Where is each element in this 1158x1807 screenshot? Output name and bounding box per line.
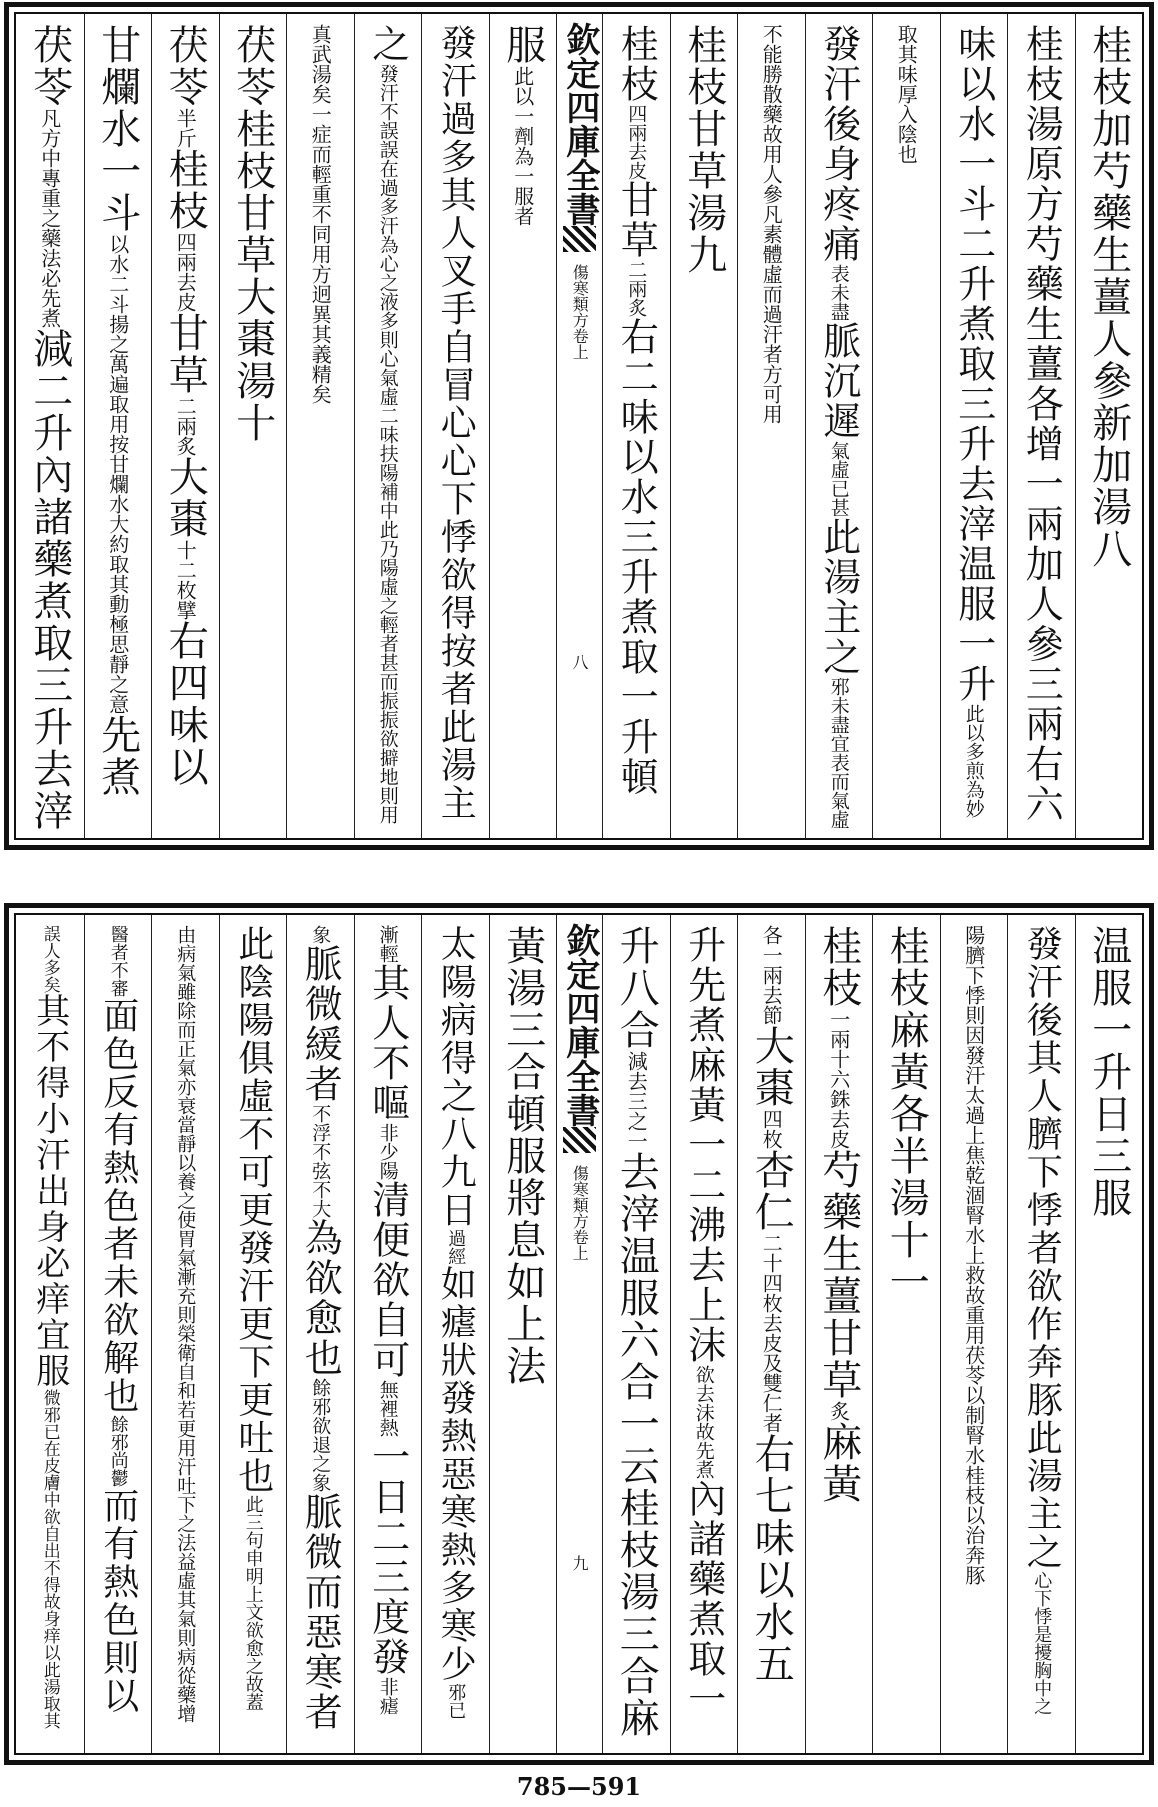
- bottom_page-column: [602, 915, 670, 1753]
- vertical-text-line: [681, 925, 726, 1719]
- vertical-text-line: [229, 24, 276, 444]
- commentary-note: 欲去沫故先煮: [692, 1365, 715, 1479]
- vertical-text-line: [232, 925, 274, 1711]
- vertical-text-line: [162, 24, 209, 788]
- top_page-column: [805, 14, 873, 838]
- top_page-column: [84, 14, 152, 838]
- top-page-columns: [16, 14, 1142, 838]
- bottom_page-column: [84, 915, 152, 1753]
- main-text: 右二味以水三升煮取一升頓: [614, 317, 659, 797]
- vertical-text-line: [816, 24, 861, 829]
- commentary-note: 邪已: [445, 1683, 467, 1719]
- top_page-column: [16, 14, 84, 838]
- gutter-title: 欽定四庫全書: [559, 22, 600, 226]
- commentary-note: 非少陽: [376, 1123, 399, 1180]
- vertical-text-line: [886, 24, 926, 164]
- commentary-note: 炙: [826, 1401, 851, 1421]
- bottom_page-column: [737, 915, 805, 1753]
- main-text: 桂枝麻黃各半湯十一: [883, 925, 930, 1303]
- commentary-note: 此以一劑為一服者: [510, 66, 535, 226]
- vertical-text-line: [680, 24, 727, 276]
- bottom_page-column: [219, 915, 287, 1753]
- main-text: 如瘧狀發熱惡寒熱多寒少: [435, 1265, 477, 1683]
- commentary-note: 此以多煎為妙: [962, 704, 985, 818]
- gutter-title: 欽定四庫全書: [559, 923, 600, 1127]
- main-text: 茯苓: [162, 24, 209, 108]
- bottom_page-column: [940, 915, 1008, 1753]
- vertical-text-line: [365, 24, 410, 824]
- vertical-text-line: [748, 925, 795, 1685]
- main-text: 內諸藥煮取一: [681, 1479, 726, 1719]
- gutter-page-number: 九: [570, 1555, 589, 1571]
- bottom-page: [4, 903, 1154, 1765]
- vertical-text-line: [97, 925, 139, 1715]
- commentary-note: 四枚: [759, 1109, 784, 1149]
- main-text: 甘草: [162, 312, 209, 396]
- main-text: 茯苓桂枝甘草大棗湯十: [229, 24, 276, 444]
- vertical-text-line: [1019, 24, 1064, 824]
- main-text: 脈沉遲: [816, 321, 861, 441]
- commentary-note: 心下悸是擾胸中之: [1031, 1571, 1053, 1715]
- main-text: 升先煮麻黃一二沸去上沫: [681, 925, 726, 1365]
- commentary-note: 由病氣雖除而正氣亦衰當靜以養之使胃氣漸充則榮衛自和若更用汗吐下之法益虛其氣則病從藥增: [174, 925, 197, 1723]
- main-text: 其人不嘔: [365, 963, 410, 1123]
- main-text: 芍藥: [815, 1149, 862, 1233]
- bottom_page-gutter: [556, 915, 602, 1753]
- main-text: 發汗過多其人叉手自冒心心下悸欲得按者此湯主: [435, 24, 477, 822]
- top_page-column: [286, 14, 354, 838]
- top_page-column: [354, 14, 422, 838]
- main-text: 之: [365, 24, 410, 64]
- main-text: 麻黃: [815, 1421, 862, 1505]
- main-text: 一日二三度發: [365, 1437, 410, 1677]
- main-text: 右四味以: [162, 620, 209, 788]
- top_page-column: [940, 14, 1008, 838]
- main-text: 茯苓: [26, 24, 73, 108]
- vertical-text-line: [499, 24, 546, 226]
- vertical-text-line: [300, 24, 340, 404]
- gutter-book-title: 傷寒類方卷上: [570, 264, 590, 360]
- bottom_page-column: [1075, 915, 1143, 1753]
- main-text: 清便欲自可: [365, 1180, 410, 1380]
- main-text: 太陽病得之八九日: [435, 925, 477, 1229]
- main-text: 杏仁: [748, 1149, 795, 1233]
- main-text: 此湯主之: [816, 517, 861, 677]
- main-text: 發汗後其人臍下悸者欲作奔豚此湯主之: [1021, 925, 1063, 1571]
- commentary-note: 陽臍下悸則因發汗太過上焦乾涸腎水上救故重用茯苓以制腎水桂枝以治奔豚: [961, 925, 986, 1585]
- main-text: 脈微緩者: [298, 944, 343, 1104]
- bottom_page-column: [286, 915, 354, 1753]
- top_page-gutter: [556, 14, 602, 838]
- main-text: 而有熱色則: [97, 1487, 139, 1677]
- vertical-text-line: [29, 925, 70, 1729]
- main-text: 右七味以水五: [748, 1433, 795, 1685]
- main-text: 升八合: [613, 925, 660, 1051]
- main-text: 其不得小汗出身必痒宜服: [29, 993, 70, 1389]
- commentary-note: 此三句申明上文欲愈之故蓋: [242, 1495, 264, 1711]
- top_page-column: [421, 14, 489, 838]
- bottom_page-column: [354, 915, 422, 1753]
- vertical-text-line: [954, 925, 994, 1585]
- main-text: 脈微而惡寒者: [298, 1492, 343, 1732]
- main-text: 服: [499, 24, 546, 66]
- commentary-note: 取其味厚入陰也: [894, 24, 919, 164]
- bottom_page-column: [489, 915, 557, 1753]
- top_page-column: [872, 14, 940, 838]
- vertical-text-line: [365, 925, 410, 1715]
- commentary-note: 過經: [445, 1229, 467, 1265]
- commentary-note: 誤人多矣: [39, 925, 60, 993]
- vertical-text-line: [26, 24, 73, 832]
- fishtail-ornament: [563, 226, 596, 252]
- main-text: 減二升內諸藥煮取三升去滓: [26, 328, 73, 832]
- main-text: 味以水一斗二升煮取三升去滓温服一升: [951, 24, 996, 704]
- bottom_page-column: [805, 915, 873, 1753]
- main-text: 黃湯三合頓服將息如上法: [499, 925, 546, 1387]
- main-text: 桂枝: [162, 148, 209, 232]
- top_page-column: [737, 14, 805, 838]
- main-text: 為欲愈也: [298, 1218, 343, 1378]
- bottom-page-frame: [14, 913, 1144, 1755]
- main-text: 去滓温服六合一云桂枝湯三合麻: [613, 1151, 660, 1739]
- top_page-column: [670, 14, 738, 838]
- main-text: 桂枝: [614, 24, 659, 104]
- main-text: 以: [97, 1677, 139, 1715]
- top_page-column: [489, 14, 557, 838]
- main-text: 甘爛水一斗: [94, 24, 141, 234]
- bottom_page-column: [151, 915, 219, 1753]
- commentary-note: 餘邪欲退之象: [309, 1378, 332, 1492]
- commentary-note: 二兩炙: [625, 260, 648, 317]
- commentary-note: 真武湯矣一症而輕重不同用方迥異其義精矣: [308, 24, 333, 404]
- top_page-column: [219, 14, 287, 838]
- vertical-text-line: [435, 925, 477, 1719]
- main-text: 甘草: [614, 180, 659, 260]
- gutter-page-number: 八: [570, 654, 589, 670]
- commentary-note: 非瘧: [376, 1677, 399, 1715]
- commentary-note: 凡方中專重之藥法必先煮: [37, 108, 62, 328]
- vertical-text-line: [1085, 24, 1132, 570]
- vertical-text-line: [815, 925, 862, 1505]
- commentary-note: 十二枚擘: [173, 540, 198, 620]
- main-text: 桂枝湯原方芍藥生薑各增一兩加人參三兩右六: [1019, 24, 1064, 824]
- vertical-text-line: [435, 24, 477, 822]
- main-text: 先煮: [94, 714, 141, 798]
- commentary-note: 無裡熱: [376, 1380, 399, 1437]
- commentary-note: 餘邪尚鬱: [107, 1415, 129, 1487]
- commentary-note: 發汗不誤誤在過多汗為心之液多則心氣虛二味扶陽補中此乃陽虛之輕者甚而振振欲擗地則用: [376, 64, 399, 824]
- top-page-frame: [14, 12, 1144, 840]
- commentary-note: 以水二斗揚之萬遍取用按甘爛水大約取其動極思靜之意: [105, 234, 130, 714]
- main-text: 桂枝: [815, 925, 862, 1009]
- commentary-note: 微邪已在皮膚中欲自出不得故身痒以此湯取其: [39, 1389, 60, 1729]
- main-text: 温服一升日三服: [1085, 925, 1132, 1219]
- commentary-note: 醫者不審: [107, 925, 129, 997]
- vertical-text-line: [1021, 925, 1063, 1715]
- commentary-note: 減去三之一: [624, 1051, 649, 1151]
- commentary-note: 邪未盡宜表而氣虛: [827, 677, 850, 829]
- commentary-note: 氣虛已甚: [827, 441, 850, 517]
- top-page: [4, 2, 1154, 850]
- commentary-note: 不浮不弦不大: [309, 1104, 332, 1218]
- top_page-column: [1007, 14, 1075, 838]
- commentary-note: 表未盡: [827, 264, 850, 321]
- main-text: 桂枝加芍藥生薑人參新加湯八: [1085, 24, 1132, 570]
- vertical-text-line: [613, 925, 660, 1739]
- fishtail-ornament: [563, 1127, 596, 1153]
- vertical-text-line: [751, 24, 791, 424]
- bottom_page-column: [16, 915, 84, 1753]
- vertical-text-line: [499, 925, 546, 1387]
- commentary-note: 四兩去皮: [173, 232, 198, 312]
- vertical-text-line: [1085, 925, 1132, 1219]
- commentary-note: 四兩去皮: [625, 104, 648, 180]
- top_page-column: [151, 14, 219, 838]
- vertical-text-line: [951, 24, 996, 818]
- main-text: 此陰陽俱虛不可更發汗更下更吐也: [232, 925, 274, 1495]
- commentary-note: 二十四枚去皮及雙仁者: [759, 1233, 784, 1433]
- vertical-text-line: [94, 24, 141, 798]
- commentary-note: 各一兩去節: [759, 925, 784, 1025]
- vertical-text-line: [298, 925, 343, 1732]
- bottom_page-column: [1007, 915, 1075, 1753]
- main-text: 面色反有熱色者未欲解也: [97, 997, 139, 1415]
- commentary-note: 不能勝散藥故用人參凡素體虛而過汗者方可用: [759, 24, 784, 424]
- commentary-note: 漸輕: [376, 925, 399, 963]
- vertical-text-line: [166, 925, 204, 1723]
- top_page-column: [1075, 14, 1143, 838]
- bottom_page-column: [872, 915, 940, 1753]
- main-text: 發汗後身疼痛: [816, 24, 861, 264]
- page-code: 785—591: [516, 1772, 642, 1801]
- gutter-book-title: 傷寒類方卷上: [570, 1165, 590, 1261]
- bottom-page-columns: [16, 915, 1142, 1753]
- main-text: 甘草: [815, 1317, 862, 1401]
- main-text: 大棗: [162, 456, 209, 540]
- vertical-text-line: [614, 24, 659, 797]
- main-text: 大棗: [748, 1025, 795, 1109]
- vertical-text-line: [883, 925, 930, 1303]
- commentary-note: 半斤: [173, 108, 198, 148]
- main-text: 生薑: [815, 1233, 862, 1317]
- commentary-note: 二兩炙: [173, 396, 198, 456]
- commentary-note: 一兩十六銖去皮: [826, 1009, 851, 1149]
- top_page-column: [602, 14, 670, 838]
- bottom_page-column: [421, 915, 489, 1753]
- bottom_page-column: [670, 915, 738, 1753]
- main-text: 桂枝甘草湯九: [680, 24, 727, 276]
- commentary-note: 象: [309, 925, 332, 944]
